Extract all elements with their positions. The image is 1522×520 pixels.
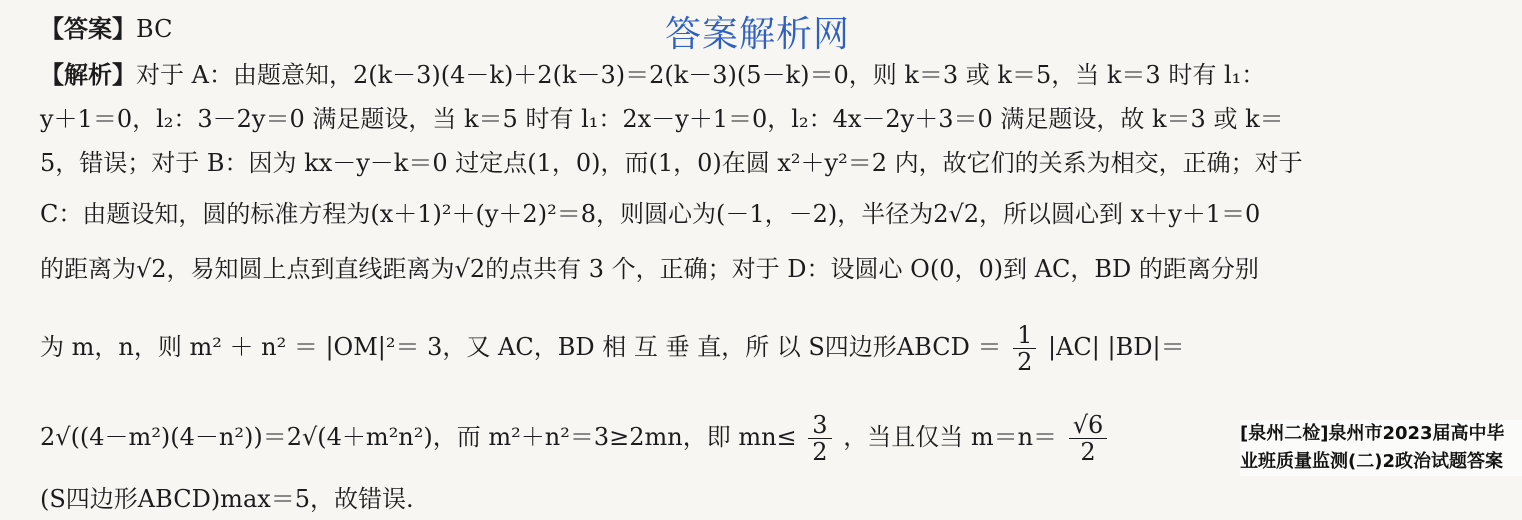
analysis-text-1: 对于 A：由题意知，2(k－3)(4－k)＋2(k－3)＝2(k－3)(5－k)＝0，则 k＝3 或 k＝5，当 k＝3 时有 l₁： [136,61,1266,89]
analysis-line-7 [40,412,1111,465]
analysis-line-3: 5，错误；对于 B：因为 kx－y－k＝0 过定点(1，0)，而(1，0)在圆 x²＋y²＝2 内，故它们的关系为相交，正确；对于 [40,149,1303,177]
answer-line [40,12,172,46]
analysis-line-2: y＋1＝0，l₂：3－2y＝0 满足题设，当 k＝5 时有 l₁：2x－y＋1＝0，l₂：4x－2y＋3＝0 满足题设，故 k＝3 或 k＝ [40,105,1284,133]
analysis-line-8: (S四边形ABCD)max＝5，故错误. [40,485,414,513]
fraction-denominator: 2 [1017,348,1033,376]
fraction-denominator: 2 [812,438,828,466]
analysis-line-4: C：由题设知，圆的标准方程为(x＋1)²＋(y＋2)²＝8，则圆心为(－1，－2)，半径为2√2，所以圆心到 x＋y＋1＝0 [40,200,1261,228]
analysis-text-7: 2√((4－m²)(4－n²))＝2√(4＋m²n²)，而 m²＋n²＝3≥2mn，即 mn≤ [40,423,797,451]
analysis-line-6 [40,322,1185,375]
analysis-text-6-tail: |AC| |BD|＝ [1048,333,1185,361]
answer-heading: 【答案】 [40,14,136,43]
fraction-numerator: 3 [808,412,831,439]
fraction-sqrt6-half [1069,412,1108,465]
analysis-heading: 【解析】 [40,60,136,89]
fraction-three-halves [808,412,831,465]
fraction-denominator: 2 [1080,438,1096,466]
analysis-line-1 [40,58,1265,92]
analysis-text-7b: ，当且仅当 m＝n＝ [843,423,1058,451]
watermark-title: 答案解析网 [665,14,851,55]
analysis-line-5: 的距离为√2，易知圆上点到直线距离为√2的点共有 3 个，正确；对于 D：设圆心 O(0，0)到 AC，BD 的距离分别 [40,255,1259,283]
fraction-numerator: √6 [1069,412,1108,439]
answer-value: BC [136,15,173,43]
fraction-one-half [1013,322,1036,375]
document-title-overlay: [泉州二检]泉州市2023届高中毕业班质量监测(二)2政治试题答案 [1240,420,1522,476]
analysis-text-6: 为 m，n，则 m² ＋ n² ＝ |OM|²＝ 3，又 AC，BD 相 互 垂 直，所 以 S四边形ABCD ＝ [40,333,1002,361]
fraction-numerator: 1 [1013,322,1036,349]
